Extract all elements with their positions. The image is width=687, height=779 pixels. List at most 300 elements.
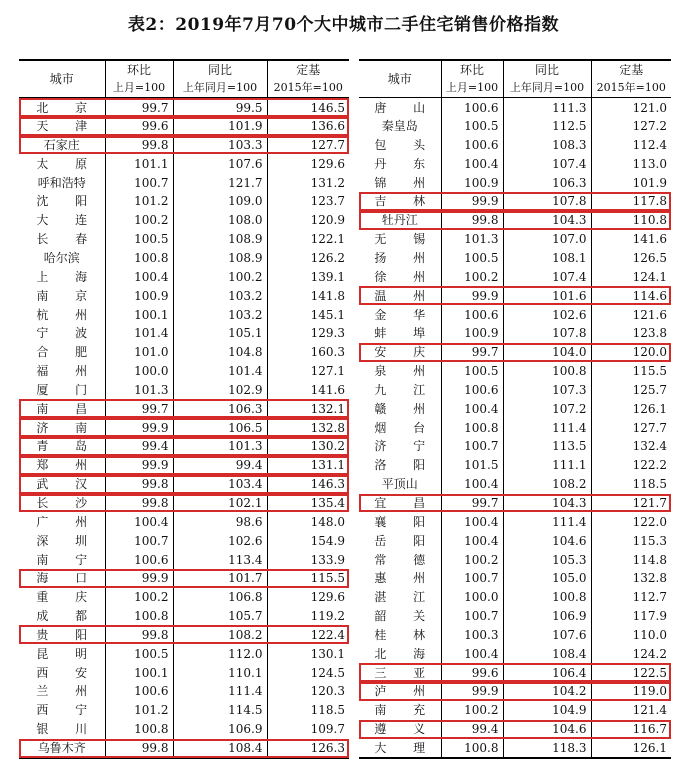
base-cell: 141.6 bbox=[591, 230, 671, 249]
yoy-cell: 107.4 bbox=[503, 154, 591, 173]
city-cell: 吉 林 bbox=[374, 194, 426, 209]
mom-cell: 100.2 bbox=[105, 211, 173, 230]
table-row bbox=[19, 136, 349, 155]
city-cell: 襄 阳 bbox=[374, 514, 426, 529]
base-cell: 120.9 bbox=[267, 211, 349, 230]
yoy-cell: 101.4 bbox=[173, 362, 267, 381]
city-cell: 惠 州 bbox=[374, 571, 426, 586]
mom-cell: 100.6 bbox=[441, 305, 503, 324]
city-cell: 宁 波 bbox=[36, 326, 88, 341]
yoy-cell: 107.4 bbox=[503, 267, 591, 286]
base-cell: 146.5 bbox=[267, 98, 349, 117]
base-cell: 126.1 bbox=[591, 739, 671, 758]
city-cell: 南 宁 bbox=[36, 552, 88, 567]
table-row bbox=[19, 249, 349, 268]
city-cell: 金 华 bbox=[374, 307, 426, 322]
mom-cell: 100.2 bbox=[441, 267, 503, 286]
table-row bbox=[359, 362, 671, 381]
base-header: 定基 bbox=[591, 60, 671, 79]
base-cell: 115.5 bbox=[591, 362, 671, 381]
table-row bbox=[19, 512, 349, 531]
table-body-left bbox=[19, 98, 349, 758]
base-cell: 146.3 bbox=[267, 475, 349, 494]
yoy-cell: 100.2 bbox=[173, 267, 267, 286]
base-cell: 132.8 bbox=[591, 569, 671, 588]
city-cell: 长 沙 bbox=[36, 495, 88, 510]
mom-cell: 100.5 bbox=[441, 249, 503, 268]
yoy-cell: 99.4 bbox=[173, 456, 267, 475]
table-row bbox=[359, 475, 671, 494]
base-cell: 120.3 bbox=[267, 682, 349, 701]
yoy-cell: 104.2 bbox=[503, 682, 591, 701]
base-cell: 145.1 bbox=[267, 305, 349, 324]
yoy-cell: 105.1 bbox=[173, 324, 267, 343]
base-cell: 135.4 bbox=[267, 494, 349, 513]
yoy-cell: 108.4 bbox=[173, 739, 267, 758]
mom-cell: 100.5 bbox=[441, 362, 503, 381]
city-cell: 上 海 bbox=[36, 269, 88, 284]
mom-cell: 99.4 bbox=[105, 437, 173, 456]
mom-subheader: 上月=100 bbox=[441, 79, 503, 98]
mom-cell: 99.6 bbox=[105, 117, 173, 136]
yoy-cell: 106.4 bbox=[503, 663, 591, 682]
base-cell: 148.0 bbox=[267, 512, 349, 531]
yoy-cell: 105.0 bbox=[503, 569, 591, 588]
yoy-cell: 106.9 bbox=[503, 607, 591, 626]
mom-cell: 100.9 bbox=[105, 286, 173, 305]
mom-cell: 100.6 bbox=[105, 682, 173, 701]
mom-cell: 100.7 bbox=[105, 173, 173, 192]
base-cell: 129.6 bbox=[267, 588, 349, 607]
table-row bbox=[19, 154, 349, 173]
city-cell: 常 德 bbox=[374, 552, 426, 567]
table-row bbox=[359, 117, 671, 136]
city-cell: 北 京 bbox=[36, 100, 88, 115]
table-row bbox=[19, 305, 349, 324]
table-row bbox=[359, 286, 671, 305]
base-cell: 114.8 bbox=[591, 550, 671, 569]
mom-cell: 100.0 bbox=[105, 362, 173, 381]
mom-cell: 100.8 bbox=[441, 739, 503, 758]
table-row bbox=[359, 192, 671, 211]
mom-cell: 99.8 bbox=[105, 136, 173, 155]
base-cell: 126.3 bbox=[267, 739, 349, 758]
base-cell: 112.7 bbox=[591, 588, 671, 607]
table-row bbox=[19, 682, 349, 701]
table-row bbox=[359, 154, 671, 173]
mom-cell: 100.7 bbox=[441, 569, 503, 588]
mom-cell: 99.8 bbox=[105, 625, 173, 644]
city-cell: 平顶山 bbox=[381, 477, 418, 492]
table-row bbox=[19, 98, 349, 117]
base-cell: 119.0 bbox=[591, 682, 671, 701]
table-row bbox=[359, 324, 671, 343]
mom-cell: 99.9 bbox=[105, 418, 173, 437]
city-cell: 大 理 bbox=[359, 739, 441, 758]
mom-cell: 100.9 bbox=[441, 173, 503, 192]
mom-cell: 100.4 bbox=[441, 512, 503, 531]
yoy-cell: 104.3 bbox=[503, 494, 591, 513]
city-header: 城市 bbox=[359, 60, 441, 98]
yoy-cell: 103.2 bbox=[173, 286, 267, 305]
base-cell: 121.4 bbox=[591, 701, 671, 720]
base-cell: 136.6 bbox=[267, 117, 349, 136]
yoy-cell: 99.5 bbox=[173, 98, 267, 117]
yoy-cell: 106.3 bbox=[503, 173, 591, 192]
table-row bbox=[19, 343, 349, 362]
mom-cell: 100.6 bbox=[441, 98, 503, 117]
yoy-cell: 102.6 bbox=[173, 531, 267, 550]
mom-cell: 101.5 bbox=[441, 456, 503, 475]
city-cell: 海 口 bbox=[36, 571, 88, 586]
yoy-header: 同比 bbox=[173, 60, 267, 79]
table-row bbox=[19, 607, 349, 626]
yoy-cell: 111.4 bbox=[503, 418, 591, 437]
table-row bbox=[19, 381, 349, 400]
table-row bbox=[19, 739, 349, 758]
yoy-cell: 107.2 bbox=[503, 399, 591, 418]
yoy-cell: 110.1 bbox=[173, 663, 267, 682]
city-cell: 重 庆 bbox=[36, 590, 88, 605]
base-cell: 141.8 bbox=[267, 286, 349, 305]
city-cell: 丹 东 bbox=[374, 156, 426, 171]
city-cell: 沈 阳 bbox=[36, 194, 88, 209]
yoy-cell: 107.0 bbox=[503, 230, 591, 249]
mom-cell: 99.4 bbox=[441, 720, 503, 739]
table-row bbox=[19, 192, 349, 211]
base-cell: 131.1 bbox=[267, 456, 349, 475]
base-cell: 127.7 bbox=[591, 418, 671, 437]
mom-cell: 101.2 bbox=[105, 701, 173, 720]
base-cell: 126.5 bbox=[591, 249, 671, 268]
city-cell: 韶 关 bbox=[374, 609, 426, 624]
table-row bbox=[19, 399, 349, 418]
base-cell: 120.0 bbox=[591, 343, 671, 362]
mom-cell: 100.7 bbox=[441, 607, 503, 626]
city-cell: 哈尔滨 bbox=[43, 251, 80, 266]
city-cell: 呼和浩特 bbox=[37, 175, 86, 190]
mom-cell: 99.6 bbox=[441, 663, 503, 682]
base-subheader: 2015年=100 bbox=[591, 79, 671, 98]
table-row bbox=[359, 663, 671, 682]
mom-cell: 100.0 bbox=[441, 588, 503, 607]
base-cell: 122.1 bbox=[267, 230, 349, 249]
mom-cell: 99.9 bbox=[441, 682, 503, 701]
table-row bbox=[19, 456, 349, 475]
yoy-cell: 114.5 bbox=[173, 701, 267, 720]
base-cell: 127.7 bbox=[267, 136, 349, 155]
yoy-cell: 107.6 bbox=[173, 154, 267, 173]
mom-cell: 100.7 bbox=[105, 531, 173, 550]
city-cell: 泸 州 bbox=[374, 684, 426, 699]
base-cell: 117.8 bbox=[591, 192, 671, 211]
mom-cell: 99.9 bbox=[441, 286, 503, 305]
mom-cell: 101.1 bbox=[105, 154, 173, 173]
yoy-cell: 106.3 bbox=[173, 399, 267, 418]
city-cell: 赣 州 bbox=[374, 401, 426, 416]
table-row bbox=[359, 739, 671, 758]
city-cell: 南 京 bbox=[36, 288, 88, 303]
table-row bbox=[359, 343, 671, 362]
yoy-cell: 108.2 bbox=[503, 475, 591, 494]
mom-cell: 100.2 bbox=[105, 588, 173, 607]
base-cell: 119.2 bbox=[267, 607, 349, 626]
city-cell: 贵 阳 bbox=[36, 627, 88, 642]
base-cell: 154.9 bbox=[267, 531, 349, 550]
mom-cell: 100.6 bbox=[441, 136, 503, 155]
table-row bbox=[19, 211, 349, 230]
table-row bbox=[19, 588, 349, 607]
mom-cell: 100.5 bbox=[441, 117, 503, 136]
yoy-cell: 104.6 bbox=[503, 720, 591, 739]
yoy-cell: 108.4 bbox=[503, 644, 591, 663]
yoy-cell: 104.3 bbox=[503, 211, 591, 230]
table-row bbox=[19, 720, 349, 739]
yoy-cell: 118.3 bbox=[503, 739, 591, 758]
table-row bbox=[19, 173, 349, 192]
city-cell: 银 川 bbox=[36, 722, 88, 737]
city-cell: 包 头 bbox=[374, 137, 426, 152]
city-header: 城市 bbox=[19, 60, 105, 98]
yoy-cell: 111.4 bbox=[173, 682, 267, 701]
base-cell: 126.1 bbox=[591, 399, 671, 418]
table-row bbox=[19, 362, 349, 381]
table-row bbox=[359, 249, 671, 268]
base-cell: 109.7 bbox=[267, 720, 349, 739]
base-cell: 124.1 bbox=[591, 267, 671, 286]
mom-cell: 100.8 bbox=[441, 418, 503, 437]
base-cell: 130.2 bbox=[267, 437, 349, 456]
yoy-cell: 98.6 bbox=[173, 512, 267, 531]
table-row bbox=[359, 644, 671, 663]
mom-cell: 100.4 bbox=[441, 154, 503, 173]
mom-cell: 99.8 bbox=[105, 475, 173, 494]
yoy-cell: 107.6 bbox=[503, 625, 591, 644]
yoy-cell: 102.6 bbox=[503, 305, 591, 324]
yoy-cell: 103.3 bbox=[173, 136, 267, 155]
base-cell: 121.0 bbox=[591, 98, 671, 117]
table-row bbox=[359, 305, 671, 324]
table-row bbox=[359, 136, 671, 155]
yoy-cell: 108.0 bbox=[173, 211, 267, 230]
base-cell: 127.2 bbox=[591, 117, 671, 136]
base-cell: 139.1 bbox=[267, 267, 349, 286]
city-cell: 遵 义 bbox=[374, 722, 426, 737]
city-cell: 洛 阳 bbox=[374, 458, 426, 473]
city-cell: 昆 明 bbox=[36, 646, 88, 661]
base-cell: 110.0 bbox=[591, 625, 671, 644]
yoy-cell: 104.9 bbox=[503, 701, 591, 720]
table-row bbox=[19, 644, 349, 663]
yoy-cell: 121.7 bbox=[173, 173, 267, 192]
city-cell: 安 庆 bbox=[374, 345, 426, 360]
yoy-cell: 111.4 bbox=[503, 512, 591, 531]
city-cell: 温 州 bbox=[374, 288, 426, 303]
city-cell: 唐 山 bbox=[374, 100, 426, 115]
base-cell: 122.0 bbox=[591, 512, 671, 531]
yoy-subheader: 上年同月=100 bbox=[173, 79, 267, 98]
base-cell: 101.9 bbox=[591, 173, 671, 192]
yoy-cell: 108.1 bbox=[503, 249, 591, 268]
city-cell: 太 原 bbox=[36, 156, 88, 171]
table-row bbox=[19, 701, 349, 720]
mom-cell: 99.8 bbox=[105, 494, 173, 513]
base-cell: 123.8 bbox=[591, 324, 671, 343]
yoy-cell: 108.2 bbox=[173, 625, 267, 644]
yoy-cell: 111.3 bbox=[503, 98, 591, 117]
yoy-header: 同比 bbox=[503, 60, 591, 79]
yoy-cell: 102.1 bbox=[173, 494, 267, 513]
city-cell: 福 州 bbox=[36, 364, 88, 379]
city-cell: 广 州 bbox=[36, 514, 88, 529]
yoy-cell: 104.0 bbox=[503, 343, 591, 362]
yoy-cell: 100.8 bbox=[503, 588, 591, 607]
yoy-cell: 107.8 bbox=[503, 192, 591, 211]
base-cell: 132.8 bbox=[267, 418, 349, 437]
mom-cell: 100.4 bbox=[441, 475, 503, 494]
city-cell: 长 春 bbox=[36, 232, 88, 247]
city-cell: 桂 林 bbox=[374, 627, 426, 642]
base-cell: 118.5 bbox=[591, 475, 671, 494]
yoy-cell: 106.9 bbox=[173, 720, 267, 739]
city-cell: 九 江 bbox=[374, 382, 426, 397]
city-cell: 武 汉 bbox=[36, 477, 88, 492]
mom-cell: 99.8 bbox=[441, 211, 503, 230]
city-cell: 南 充 bbox=[374, 703, 426, 718]
table-row bbox=[359, 607, 671, 626]
yoy-cell: 103.2 bbox=[173, 305, 267, 324]
base-cell: 124.2 bbox=[591, 644, 671, 663]
base-cell: 122.5 bbox=[591, 663, 671, 682]
city-cell: 宜 昌 bbox=[374, 495, 426, 510]
price-index-table-left bbox=[19, 59, 349, 759]
table-row bbox=[359, 267, 671, 286]
table-row bbox=[19, 569, 349, 588]
table-row bbox=[19, 550, 349, 569]
mom-cell: 100.6 bbox=[441, 381, 503, 400]
base-cell: 118.5 bbox=[267, 701, 349, 720]
table-row bbox=[19, 267, 349, 286]
city-cell: 三 亚 bbox=[374, 665, 426, 680]
mom-cell: 101.4 bbox=[105, 324, 173, 343]
yoy-cell: 103.4 bbox=[173, 475, 267, 494]
mom-cell: 100.4 bbox=[441, 644, 503, 663]
base-cell: 160.3 bbox=[267, 343, 349, 362]
city-cell: 石家庄 bbox=[43, 137, 80, 152]
base-cell: 126.2 bbox=[267, 249, 349, 268]
yoy-cell: 107.3 bbox=[503, 381, 591, 400]
mom-cell: 100.4 bbox=[105, 512, 173, 531]
base-header: 定基 bbox=[267, 60, 349, 79]
mom-cell: 100.1 bbox=[105, 663, 173, 682]
city-cell: 无 锡 bbox=[374, 232, 426, 247]
table-row bbox=[359, 494, 671, 513]
base-cell: 127.1 bbox=[267, 362, 349, 381]
table-body-right bbox=[359, 98, 671, 758]
base-cell: 129.3 bbox=[267, 324, 349, 343]
mom-cell: 101.0 bbox=[105, 343, 173, 362]
mom-cell: 100.2 bbox=[441, 550, 503, 569]
yoy-cell: 101.9 bbox=[173, 117, 267, 136]
mom-cell: 101.3 bbox=[441, 230, 503, 249]
city-cell: 南 昌 bbox=[36, 401, 88, 416]
table-row bbox=[19, 117, 349, 136]
base-cell: 112.4 bbox=[591, 136, 671, 155]
yoy-cell: 109.0 bbox=[173, 192, 267, 211]
base-cell: 131.2 bbox=[267, 173, 349, 192]
table-row bbox=[19, 324, 349, 343]
table-row bbox=[19, 286, 349, 305]
page-title: 表2：2019年7月70个大中城市二手住宅销售价格指数 bbox=[127, 15, 560, 35]
table-row bbox=[359, 437, 671, 456]
city-cell: 西 宁 bbox=[36, 703, 88, 718]
yoy-cell: 105.7 bbox=[173, 607, 267, 626]
base-cell: 114.6 bbox=[591, 286, 671, 305]
city-cell: 牡丹江 bbox=[381, 213, 418, 228]
mom-cell: 100.1 bbox=[105, 305, 173, 324]
base-cell: 129.6 bbox=[267, 154, 349, 173]
city-cell: 青 岛 bbox=[36, 439, 88, 454]
mom-cell: 99.9 bbox=[105, 456, 173, 475]
base-cell: 115.3 bbox=[591, 531, 671, 550]
city-cell: 蚌 埠 bbox=[374, 326, 426, 341]
table-row bbox=[359, 512, 671, 531]
mom-cell: 99.7 bbox=[105, 98, 173, 117]
table-row bbox=[19, 418, 349, 437]
yoy-cell: 107.8 bbox=[503, 324, 591, 343]
yoy-cell: 101.6 bbox=[503, 286, 591, 305]
yoy-cell: 112.5 bbox=[503, 117, 591, 136]
mom-cell: 99.7 bbox=[105, 399, 173, 418]
mom-cell: 100.3 bbox=[441, 625, 503, 644]
mom-cell: 100.2 bbox=[441, 701, 503, 720]
mom-cell: 100.5 bbox=[105, 644, 173, 663]
city-cell: 岳 阳 bbox=[374, 533, 426, 548]
table-row bbox=[359, 550, 671, 569]
table-row bbox=[19, 475, 349, 494]
mom-cell: 100.6 bbox=[105, 550, 173, 569]
city-cell: 深 圳 bbox=[36, 533, 88, 548]
yoy-cell: 108.9 bbox=[173, 230, 267, 249]
base-cell: 130.1 bbox=[267, 644, 349, 663]
base-cell: 132.1 bbox=[267, 399, 349, 418]
yoy-cell: 113.5 bbox=[503, 437, 591, 456]
base-cell: 125.7 bbox=[591, 381, 671, 400]
mom-cell: 100.4 bbox=[441, 399, 503, 418]
city-cell: 北 海 bbox=[374, 646, 426, 661]
base-cell: 110.8 bbox=[591, 211, 671, 230]
base-cell: 115.5 bbox=[267, 569, 349, 588]
mom-subheader: 上月=100 bbox=[105, 79, 173, 98]
yoy-cell: 104.8 bbox=[173, 343, 267, 362]
base-cell: 121.6 bbox=[591, 305, 671, 324]
base-cell: 132.4 bbox=[591, 437, 671, 456]
table-row bbox=[359, 701, 671, 720]
table-row bbox=[359, 456, 671, 475]
city-cell: 合 肥 bbox=[36, 345, 88, 360]
mom-cell: 99.7 bbox=[441, 494, 503, 513]
table-row bbox=[359, 682, 671, 701]
mom-cell: 100.9 bbox=[441, 324, 503, 343]
mom-cell: 100.8 bbox=[105, 249, 173, 268]
yoy-cell: 101.7 bbox=[173, 569, 267, 588]
city-cell: 泉 州 bbox=[374, 364, 426, 379]
base-cell: 122.4 bbox=[267, 625, 349, 644]
base-cell: 141.6 bbox=[267, 381, 349, 400]
base-cell: 116.7 bbox=[591, 720, 671, 739]
mom-cell: 99.9 bbox=[105, 569, 173, 588]
yoy-cell: 108.9 bbox=[173, 249, 267, 268]
